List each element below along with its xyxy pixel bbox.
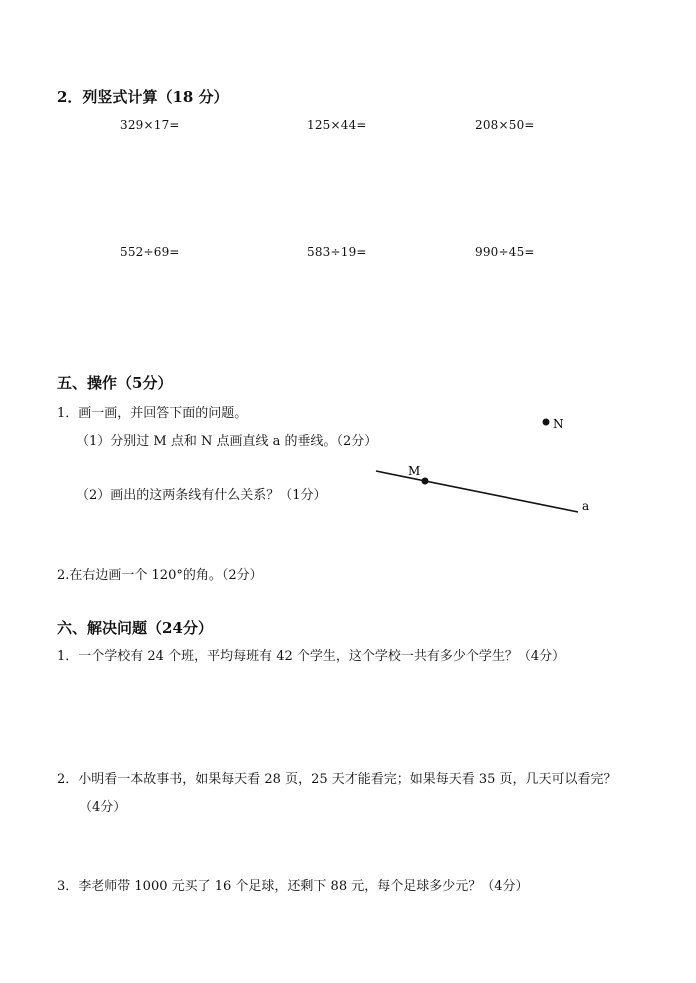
question-1-sub-2: （2）画出的这两条线有什么关系？（1分） bbox=[76, 488, 327, 503]
problem-1: 1．一个学校有 24 个班，平均每班有 42 个学生，这个学校一共有多少个学生？（4分） bbox=[57, 649, 566, 664]
calc-item: 552÷69= bbox=[120, 245, 180, 259]
question-1-sub-1: （1）分别过 M 点和 N 点画直线 a 的垂线。（2分） bbox=[76, 434, 378, 449]
section2-heading: 2．列竖式计算（18 分） bbox=[57, 88, 229, 106]
question-1: 1．画一画，并回答下面的问题。 bbox=[57, 406, 248, 421]
point-m-dot bbox=[422, 478, 429, 485]
problem-3: 3．李老师带 1000 元买了 16 个足球，还剩下 88 元，每个足球多少元？（4分） bbox=[57, 879, 529, 894]
problem-2: 2．小明看一本故事书，如果每天看 28 页，25 天才能看完；如果每天看 35 页，几天可以看完？ bbox=[57, 772, 617, 787]
section6-heading: 六、解决问题（24分） bbox=[57, 619, 213, 637]
calc-item: 329×17= bbox=[120, 118, 180, 132]
calc-item: 208×50= bbox=[475, 118, 535, 132]
calc-item: 583÷19= bbox=[307, 245, 367, 259]
line-a bbox=[376, 471, 578, 512]
question-2: 2.在右边画一个 120°的角。（2分） bbox=[57, 568, 263, 583]
point-m-label: M bbox=[408, 464, 421, 478]
calc-item: 990÷45= bbox=[475, 245, 535, 259]
point-n-label: N bbox=[553, 417, 564, 431]
line-a-label: a bbox=[582, 499, 590, 513]
point-n-dot bbox=[543, 419, 550, 426]
calc-item: 125×44= bbox=[307, 118, 367, 132]
problem-2-points: （4分） bbox=[79, 800, 127, 815]
section5-heading: 五、操作（5分） bbox=[57, 374, 173, 392]
